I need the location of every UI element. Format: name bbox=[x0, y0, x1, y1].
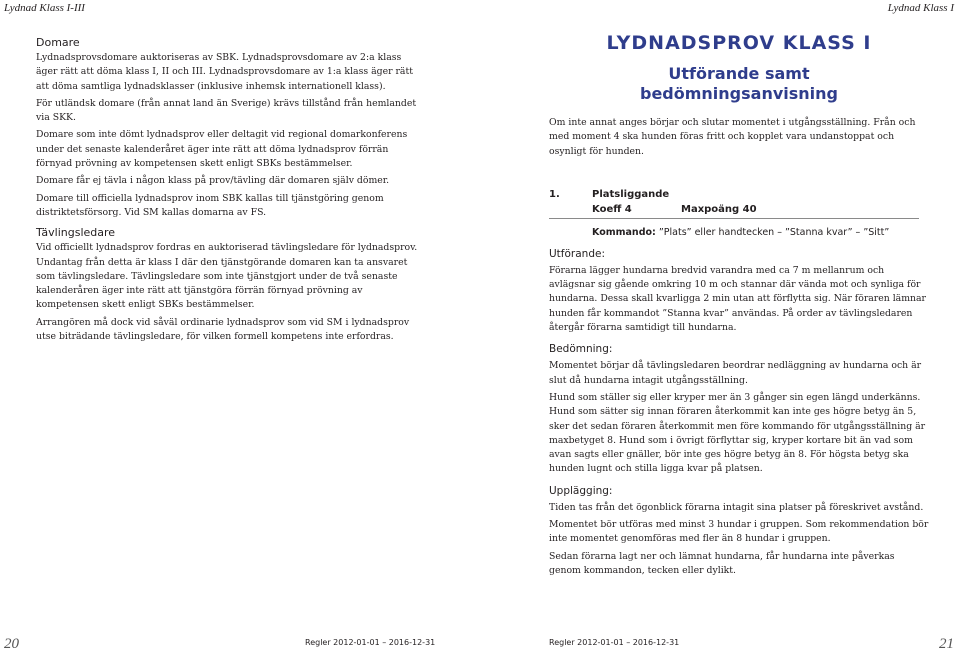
paragraph-bedomning-2: Hund som ställer sig eller kryper mer än 3 gånger sin egen längd underkänns. Hund som sätter sig innan föraren återkommit kan inte ges högre betyg än 5, sker det sedan föraren återkommit men före kommando för utgångsställning är maxbetyget 8. Hund som i övrigt förflyttar sig, kryper kortare bit än vad som avan sagts eller gnäller, bör inte ges högre betyg än 8. För högsta betyg ska hunden lugnt och stilla ligga kvar på platsen. bbox=[549, 391, 926, 475]
moment-header bbox=[549, 189, 929, 219]
heading-domare: Domare bbox=[36, 36, 80, 49]
intro-paragraph: Om inte annat anges börjar och slutar momentet i utgångsställning. Från och med moment 4 ska hunden föras fritt och kopplet vara undanstoppat och osynligt för hunden. bbox=[549, 117, 916, 157]
page-number-left: 20 bbox=[4, 636, 19, 650]
paragraph-upplaggning-3: Sedan förarna lagt ner och lämnat hundarna, får hundarna inte påverkas genom kommandon, tecken eller dylikt. bbox=[549, 550, 895, 576]
moment-maxpoang: Maxpoäng 40 bbox=[681, 203, 757, 215]
moment-divider bbox=[549, 218, 919, 219]
paragraph-upplaggning-1: Tiden tas från det ögonblick förarna intagit sina platser på föreskrivet avstånd. bbox=[549, 501, 924, 513]
page-title: LYDNADSPROV KLASS I bbox=[606, 32, 872, 54]
footer-right-text: Regler 2012-01-01 – 2016-12-31 bbox=[549, 638, 680, 647]
subtitle-line-1: Utförande samt bbox=[668, 64, 810, 83]
page-number-right: 21 bbox=[939, 636, 954, 650]
paragraph-domare-2: För utländsk domare (från annat land än Sverige) krävs tillstånd från hemlandet via SKK. bbox=[36, 97, 417, 124]
paragraph-upplaggning-2: Momentet bör utföras med minst 3 hundar i gruppen. Som rekommendation bör inte momentet genomföras med fler än 8 hundar i gruppen. bbox=[549, 519, 929, 545]
heading-bedomning: Bedömning: bbox=[549, 343, 613, 356]
heading-upplaggning: Upplägging: bbox=[549, 484, 613, 497]
kommando-text: ”Plats” eller handtecken – ”Stanna kvar” – ”Sitt” bbox=[658, 226, 890, 238]
moment-name: Platsliggande bbox=[592, 188, 670, 200]
right-page bbox=[549, 28, 929, 581]
paragraph-bedomning-1: Momentet börjar då tävlingsledaren beordrar nedläggning av hundarna och är slut då hundarna intagit utgångsställning. bbox=[549, 360, 922, 386]
left-page bbox=[36, 28, 421, 347]
running-head-left: Lydnad Klass I-III bbox=[4, 2, 85, 14]
page-subtitle bbox=[549, 64, 929, 104]
paragraph-domare-1: Lydnadsprovsdomare auktoriseras av SBK. Lydnadsprovsdomare av 2:a klass äger rätt att döma klass I, II och III. Lydnadsprovsdomare av 1:a klass äger rätt att döma samtliga lydnadsklasser (inklusive inhemsk internationell klass). bbox=[36, 52, 413, 92]
paragraph-utforande: Förarna lägger hundarna bredvid varandra med ca 7 m mellanrum och avlägsnar sig gående omkring 10 m och stannar där vända mot och synliga för hundarna. Dessa skall kvarligga 2 min utan att förflytta sig. När föraren lämnar hunden får kommandot ”Stanna kvar” användas. På order av tävlingsledaren återgår förarna samtidigt till hundarna. bbox=[549, 264, 926, 334]
running-head-right: Lydnad Klass I bbox=[887, 2, 954, 14]
paragraph-tavlingsledare-1: Vid officiellt lydnadsprov fordras en auktoriserad tävlingsledare för lydnadsprov. Undantag från detta är klass I där den tjänstgörande domaren kan ta ansvaret som tävlingsledare. Tävlingsledare som inte tjänstgjort under de två senaste kalenderåren äger inte rätt att tjänstgöra förrän förnyad prövning av kompetensen skett enligt SBKs bestämmelser. bbox=[36, 242, 418, 311]
paragraph-domare-4: Domare får ej tävla i någon klass på prov/tävling där domaren själv dömer. bbox=[36, 175, 390, 187]
paragraph-tavlingsledare-2: Arrangören må dock vid såväl ordinarie lydnadsprov som vid SM i lydnadsprov utse biträdande tävlingsledare, för vilken formell kompetens inte erfordras. bbox=[36, 316, 410, 343]
heading-utforande: Utförande: bbox=[549, 247, 605, 260]
moment-number: 1. bbox=[549, 188, 560, 200]
kommando-label: Kommando: bbox=[592, 226, 656, 238]
footer-left-text: Regler 2012-01-01 – 2016-12-31 bbox=[305, 638, 436, 647]
heading-tavlingsledare: Tävlingsledare bbox=[36, 226, 116, 240]
kommando-line bbox=[592, 227, 929, 238]
paragraph-domare-3: Domare som inte dömt lydnadsprov eller deltagit vid regional domarkonferens under det senaste kalenderåret äger inte rätt att döma lydnadsprov förrän förnyad prövning av kompetensen skett enligt SBKs bestämmelser. bbox=[36, 129, 408, 170]
moment-koeff: Koeff 4 bbox=[592, 203, 632, 215]
subtitle-line-2: bedömningsanvisning bbox=[639, 84, 838, 103]
paragraph-domare-5: Domare till officiella lydnadsprov inom SBK kallas till tjänstgöring genom distriktetsförsorg. Vid SM kallas domarna av FS. bbox=[36, 192, 384, 218]
